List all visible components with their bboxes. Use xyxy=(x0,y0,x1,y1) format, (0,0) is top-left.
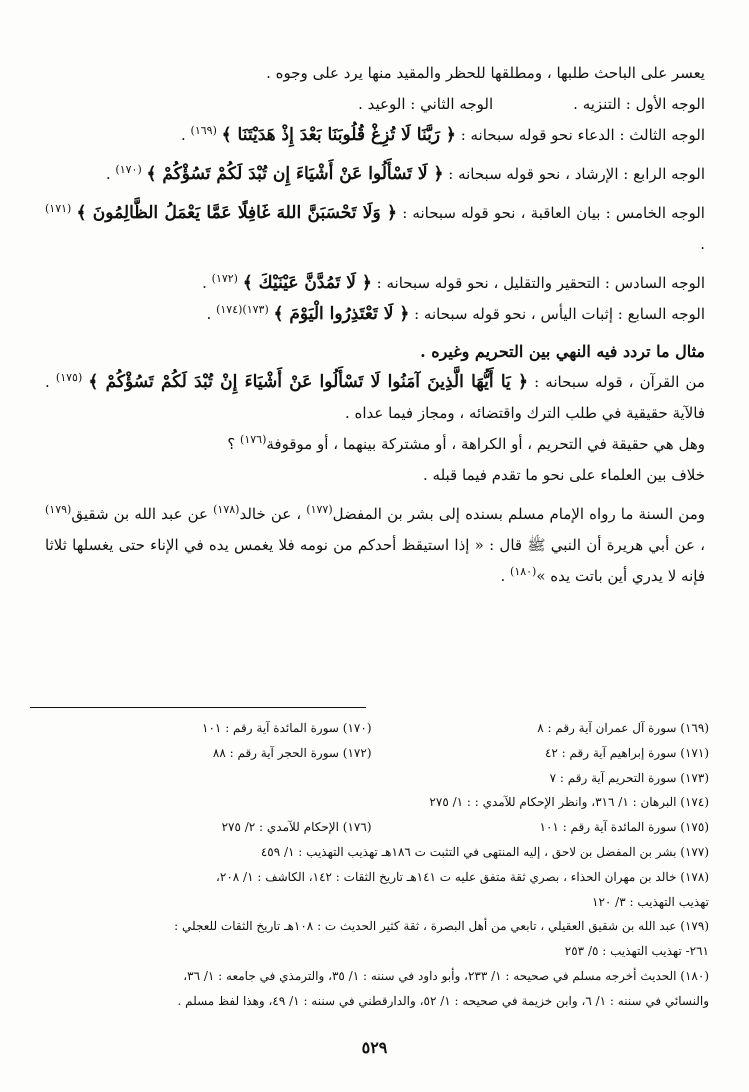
aspect-2: الوجه الثاني : الوعيد . xyxy=(358,95,494,113)
footnote-180-continued: والنسائي في سننه : ١/ ٦، وابن خزيمة في صحيحه : ١/ ٥٢، والدارقطني في سننه : ١/ ٤٩، وهذا لفظ مسلم . xyxy=(177,993,709,1008)
footnote-ref-172[interactable]: (١٧٢) xyxy=(211,272,238,285)
intro-paragraph: يعسر على الباحث طلبها ، ومطلقها للحظر والمقيد منها يرد على وجوه . xyxy=(266,64,705,82)
footnote-row xyxy=(34,815,709,840)
sunnah-part-2: ، عن خالد xyxy=(239,505,307,523)
footnote-172: (١٧٢) سورة الحجر آية رقم : ٨٨ xyxy=(212,745,372,760)
footnote-ref-176[interactable]: (١٧٦) xyxy=(240,433,267,446)
question-tail: ؟ xyxy=(227,435,241,453)
footnote-row xyxy=(34,741,709,766)
sunnah-part-4: ، عن أبي هريرة أن النبي ﷺ قال : « إذا استيقظ أحدكم من نومه فلا يغمس يده في الإناء حتى يغسلها ثلاثا فإنه لا يدري أين باتت يده » xyxy=(45,536,705,585)
aspect-7-quran: ﴿ لَا تَعْتَذِرُوا الْيَوْمَ ﴾ xyxy=(273,304,410,324)
footnotes-section xyxy=(34,712,709,1014)
footnote-ref-179[interactable]: (١٧٩) xyxy=(45,503,72,516)
aspect-7: الوجه السابع : إثبات اليأس ، نحو قوله سبحانه : ﴿ لَا تَعْتَذِرُوا الْيَوْمَ ﴾ $^{(١٧٣)(١٧٤)}$ . xyxy=(206,303,705,324)
aspect-4-quran: ﴿ لَا تَسْأَلُوا عَنْ أَشْيَاءَ إِن تُبْدَ لَكُمْ تَسُؤْكُمْ ﴾ xyxy=(146,164,444,184)
sunnah-end: . xyxy=(500,567,511,585)
footnote-ref-171[interactable]: (١٧١) xyxy=(45,202,72,215)
footnote-divider xyxy=(30,707,366,708)
footnote-178-continued: تهذيب التهذيب : ٣/ ١٢٠ xyxy=(592,894,709,909)
footnote-ref-170[interactable]: (١٧٠) xyxy=(115,163,142,176)
page-number: ٥٢٩ xyxy=(361,1038,388,1057)
main-body xyxy=(45,58,705,592)
aspect-4: الوجه الرابع : الإرشاد ، نحو قوله سبحانه : ﴿ لَا تَسْأَلُوا عَنْ أَشْيَاءَ إِن تُبْدَ لَكُمْ تَسُؤْكُمْ ﴾ $^{(١٧٠)}$ . xyxy=(105,163,705,184)
footnote-ref-173-174[interactable]: (١٧٣)(١٧٤) xyxy=(216,303,269,316)
footnote-178: (١٧٨) خالد بن مهران الحذاء ، بصري ثقة متفق عليه ت ١٤١هـ تاريخ الثقات : ١٤٢، الكاشف : ١/ ٢٠٨، xyxy=(216,869,709,884)
aspect-5-lead: الوجه الخامس : بيان العاقبة ، نحو قوله سبحانه : xyxy=(402,204,705,222)
footnote-ref-175[interactable]: (١٧٥) xyxy=(55,371,83,384)
footnote-ref-178[interactable]: (١٧٨) xyxy=(213,503,240,516)
footnote-180: (١٨٠) الحديث أخرجه مسلم في صحيحه : ١/ ٢٣٣، وأبو داود في سننه : ١/ ٣٥، والترمذي في جامعه : ١/ ٣٦، xyxy=(183,968,709,983)
footnote-169: (١٦٩) سورة آل عمران آية رقم : ٨ xyxy=(537,721,709,735)
aspect-7-lead: الوجه السابع : إثبات اليأس ، نحو قوله سبحانه : xyxy=(414,305,705,323)
aspects-1-2-line xyxy=(45,89,705,120)
aspect-5: الوجه الخامس : بيان العاقبة ، نحو قوله سبحانه : ﴿ وَلَا تَحْسَبَنَّ اللهَ غَافِلًا عَمَّا يَعْمَلُ الظَّالِمُونَ ﴾ $^{(١٧١)}$ . xyxy=(45,202,705,253)
dispute-paragraph: خلاف بين العلماء على نحو ما تقدم فيما قبله . xyxy=(422,466,705,484)
sunnah-part-3: عن عبد الله بن شقيق xyxy=(71,505,214,523)
aspect-6: الوجه السادس : التحقير والتقليل ، نحو قوله سبحانه : ﴿ لَا تَمُدَّنَّ عَيْنَيْكَ ﴾ $^{(١٧٢)}$ . xyxy=(202,272,705,293)
quran-example-tail: . فالآية حقيقية في طلب الترك واقتضائه ، ومجاز فيما عداه . xyxy=(45,373,705,422)
aspect-6-quran: ﴿ لَا تَمُدَّنَّ عَيْنَيْكَ ﴾ xyxy=(242,273,372,293)
aspect-4-lead: الوجه الرابع : الإرشاد ، نحو قوله سبحانه : xyxy=(448,165,705,183)
quran-example xyxy=(45,367,705,429)
footnote-171: (١٧١) سورة إبراهيم آية رقم : ٤٢ xyxy=(544,745,709,760)
footnote-ref-177[interactable]: (١٧٧) xyxy=(306,503,333,516)
footnote-173: (١٧٣) سورة التحريم آية رقم : ٧ xyxy=(549,770,709,785)
footnote-row xyxy=(34,716,709,741)
aspect-3: الوجه الثالث : الدعاء نحو قوله سبحانه : ﴿ رَبَّنَا لَا تُزِغْ قُلُوبَنَا بَعْدَ إِذْ هَدَيْتَنَا ﴾ $^{(١٦٩)}$ . xyxy=(180,124,705,145)
footnote-ref-169[interactable]: (١٦٩) xyxy=(190,124,217,137)
footnote-176: (١٧٦) الإحكام للآمدي : ٢/ ٢٧٥ xyxy=(221,820,372,835)
quran-example-verse: ﴿ يَا أَيُّهَا الَّذِينَ آمَنُوا لَا تَسْأَلُوا عَنْ أَشْيَاءَ إِنْ تُبْدَ لَكُمْ تَسُؤْكُمْ ﴾ xyxy=(88,372,528,392)
aspect-1: الوجه الأول : التنزيه . xyxy=(573,95,705,113)
sunnah-paragraph xyxy=(45,499,705,592)
question-paragraph xyxy=(45,429,705,460)
sunnah-part-1: ومن السنة ما رواه الإمام مسلم بسنده إلى بشر بن المفضل xyxy=(332,505,706,523)
footnote-179-continued: ٢٦١- تهذيب التهذيب : ٥/ ٢٥٣ xyxy=(564,944,709,959)
question-text: وهل هي حقيقة في التحريم ، أو الكراهة ، أو مشتركة بينهما ، أو موقوفة xyxy=(266,435,705,453)
footnote-ref-180[interactable]: (١٨٠) xyxy=(510,565,537,578)
aspect-6-lead: الوجه السادس : التحقير والتقليل ، نحو قوله سبحانه : xyxy=(376,274,705,292)
footnote-174: (١٧٤) البرهان : ١/ ٣١٦، وانظر الإحكام للآمدي : : ١/ ٢٧٥ xyxy=(429,795,709,810)
quran-example-lead: من القرآن ، قوله سبحانه : xyxy=(534,373,705,391)
footnote-179: (١٧٩) عبد الله بن شقيق العقيلي ، تابعي من أهل البصرة ، ثقة كثير الحديث ت : ١٠٨هـ تاريخ الثقات للعجلي : xyxy=(174,919,709,934)
footnote-175: (١٧٥) سورة المائدة آية رقم : ١٠١ xyxy=(539,820,709,835)
footnote-170: (١٧٠) سورة المائدة آية رقم : ١٠١ xyxy=(202,721,372,735)
section-heading: مثال ما تردد فيه النهي بين التحريم وغيره . xyxy=(420,342,705,361)
aspect-5-quran: ﴿ وَلَا تَحْسَبَنَّ اللهَ غَافِلًا عَمَّا يَعْمَلُ الظَّالِمُونَ ﴾ xyxy=(76,203,397,223)
aspect-3-lead: الوجه الثالث : الدعاء نحو قوله سبحانه : xyxy=(460,126,705,144)
footnote-177: (١٧٧) بشر بن المفضل بن لاحق ، إليه المنتهى في التثبت ت ١٨٦هـ تهذيب التهذيب : ١/ ٤٥٩ xyxy=(260,844,709,859)
aspect-3-quran: ﴿ رَبَّنَا لَا تُزِغْ قُلُوبَنَا بَعْدَ إِذْ هَدَيْتَنَا ﴾ xyxy=(221,125,456,145)
